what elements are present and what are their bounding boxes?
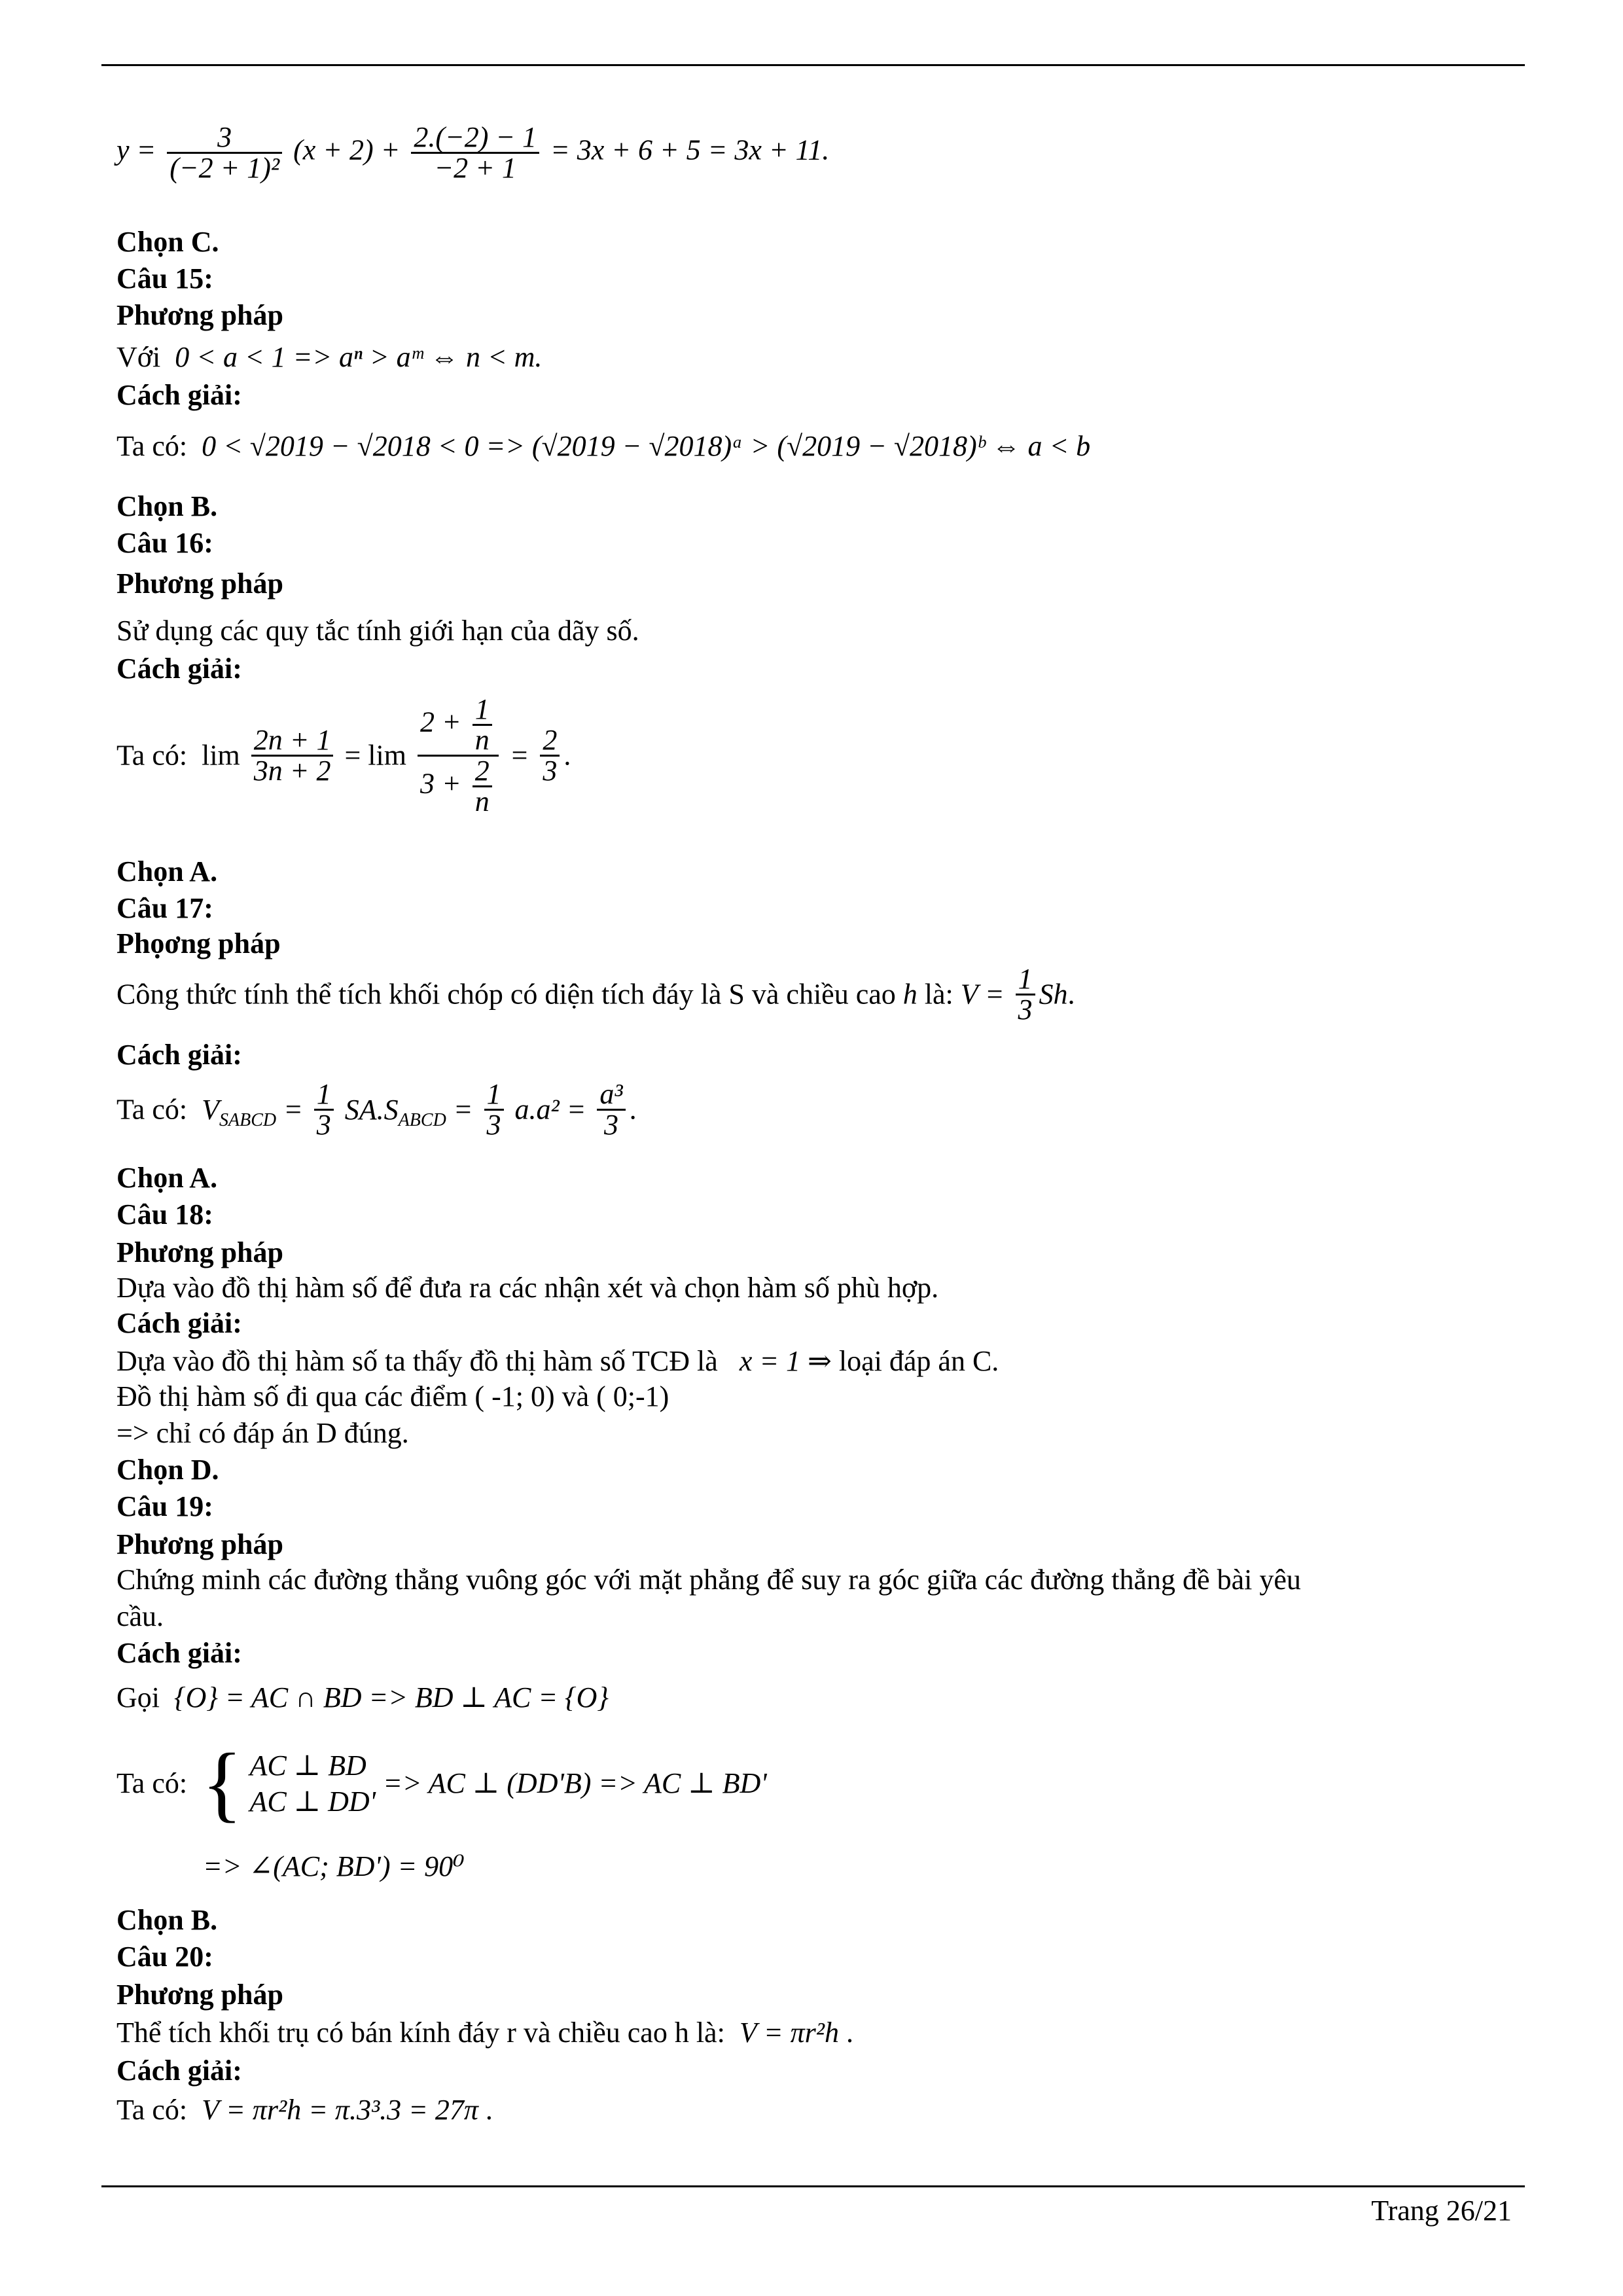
q17-answer: Chọn A. — [116, 1162, 218, 1194]
q18-solution-label: Cách giải: — [116, 1307, 242, 1339]
q15-answer: Chọn B. — [116, 490, 218, 522]
q14-fraction-2: $\frac{2.(-2) - 1}{-2 + 1}$ — [411, 123, 539, 183]
q17-title: Câu 17: — [116, 892, 213, 924]
q19-answer: Chọn B. — [116, 1904, 218, 1936]
q18-method: Dựa vào đồ thị hàm số để đưa ra các nhận xét và chọn hàm số phù hợp. — [116, 1272, 939, 1304]
q14-fraction-1: $\frac{3}{\text{(−2 + 1)²}}$ — [167, 123, 282, 183]
q18-answer: Chọn D. — [116, 1454, 219, 1486]
q16-fraction-2-num-inner: $\frac{1}{n}$ — [473, 695, 492, 755]
q17-solution-label: Cách giải: — [116, 1039, 242, 1071]
q20-solution: Ta có: V = πr²h = π.3³.3 = 27π . — [116, 2094, 493, 2126]
footer-rule — [101, 2185, 1525, 2187]
q16-fraction-1: $\frac{2n + 1}{3n + 2}$ — [251, 726, 334, 785]
q15-solution-label: Cách giải: — [116, 379, 242, 411]
q18-line1: Dựa vào đồ thị hàm số ta thấy đồ thị hàm số TCĐ là x = 1 ⇒ loại đáp án C. — [116, 1345, 999, 1377]
q17-method: Công thức tính thể tích khối chóp có diện tích đáy là S và chiều cao h là: V = $\frac{1}{3}$ Sh. — [116, 963, 1075, 1026]
q18-line2: Đồ thị hàm số đi qua các điểm ( -1; 0) và ( 0;-1) — [116, 1380, 669, 1412]
q15-method-label: Phương pháp — [116, 299, 283, 331]
q20-solution-label: Cách giải: — [116, 2054, 242, 2087]
q17-method-fraction: $\frac{1}{3}$ — [1016, 965, 1035, 1024]
q15-method: Với 0 < a < 1 => aⁿ > aᵐ ⇔ n < m. — [116, 341, 543, 373]
q19-angle: => ∠(AC; BD') = 90⁰ — [203, 1850, 465, 1882]
q17-solution-fraction-2: $\frac{1}{3}$ — [484, 1080, 504, 1139]
q17-solution-fraction-3: $\frac{\text{a³}}{3}$ — [597, 1080, 625, 1139]
q19-system: Ta có: { AC ⊥ BD AC ⊥ DD' => AC ⊥ (DD'B) => AC ⊥ BD' — [116, 1736, 767, 1831]
q17-method-label: Phọơng pháp — [116, 927, 281, 960]
q19-method-label: Phương pháp — [116, 1528, 283, 1560]
q20-title: Câu 20: — [116, 1941, 213, 1973]
q19-method-line1: Chứng minh các đường thẳng vuông góc với mặt phẳng để suy ra góc giữa các đường thẳng đề bài yêu — [116, 1564, 1301, 1596]
q16-result: $\frac{2}{3}$ — [540, 726, 560, 785]
page-number: Trang 26/21 — [1371, 2195, 1512, 2227]
q19-system-rows: AC ⊥ BD AC ⊥ DD' — [249, 1749, 376, 1818]
q19-method-line2: cầu. — [116, 1600, 164, 1632]
q19-goi: Gọi {O} = AC ∩ BD => BD ⊥ AC = {O} — [116, 1681, 609, 1713]
q17-solution-fraction-1: $\frac{1}{3}$ — [314, 1080, 334, 1139]
q15-title: Câu 15: — [116, 262, 213, 295]
q16-solution-label: Cách giải: — [116, 653, 242, 685]
q16-title: Câu 16: — [116, 527, 213, 559]
q19-solution-label: Cách giải: — [116, 1637, 242, 1669]
q14-answer: Chọn C. — [116, 226, 219, 258]
q16-fraction-2-den-inner: $\frac{2}{n}$ — [473, 757, 492, 816]
header-rule — [101, 64, 1525, 66]
q17-solution: Ta có: $V_{SABCD}$ = $\frac{1}{3}$ $SA.S_{ABCD}$ = $\frac{1}{3}$ a.a² = $\frac{\text{a³}}{3}$ . — [116, 1078, 637, 1141]
q16-solution: Ta có: lim $\frac{2n + 1}{3n + 2}$ = lim 2 + $\frac{1}{n}$ 3 + $\frac{2}{n}$ = $\frac{2}{3}$ . — [116, 693, 571, 817]
q16-fraction-2: 2 + $\frac{1}{n}$ 3 + $\frac{2}{n}$ — [418, 695, 499, 816]
q14-equation: y = $\frac{3}{\text{(−2 + 1)²}}$ (x + 2) + $\frac{2.(-2) - 1}{-2 + 1}$ = 3x + 6 + 5 = 3x + 11. — [116, 121, 830, 184]
q18-title: Câu 18: — [116, 1198, 213, 1230]
q18-method-label: Phương pháp — [116, 1236, 283, 1268]
q16-answer: Chọn A. — [116, 855, 218, 888]
q16-method-label: Phương pháp — [116, 567, 283, 600]
q20-method-label: Phương pháp — [116, 1979, 283, 2011]
q16-method: Sử dụng các quy tắc tính giới hạn của dãy số. — [116, 615, 639, 647]
q20-method: Thể tích khối trụ có bán kính đáy r và chiều cao h là: V = πr²h . — [116, 2017, 853, 2049]
q18-line3: => chỉ có đáp án D đúng. — [116, 1417, 409, 1449]
q15-solution: Ta có: 0 < √2019 − √2018 < 0 => (√2019 − √2018)ᵃ > (√2019 − √2018)ᵇ ⇔ a < b — [116, 430, 1091, 462]
q19-title: Câu 19: — [116, 1490, 213, 1522]
left-brace: { — [202, 1736, 243, 1831]
